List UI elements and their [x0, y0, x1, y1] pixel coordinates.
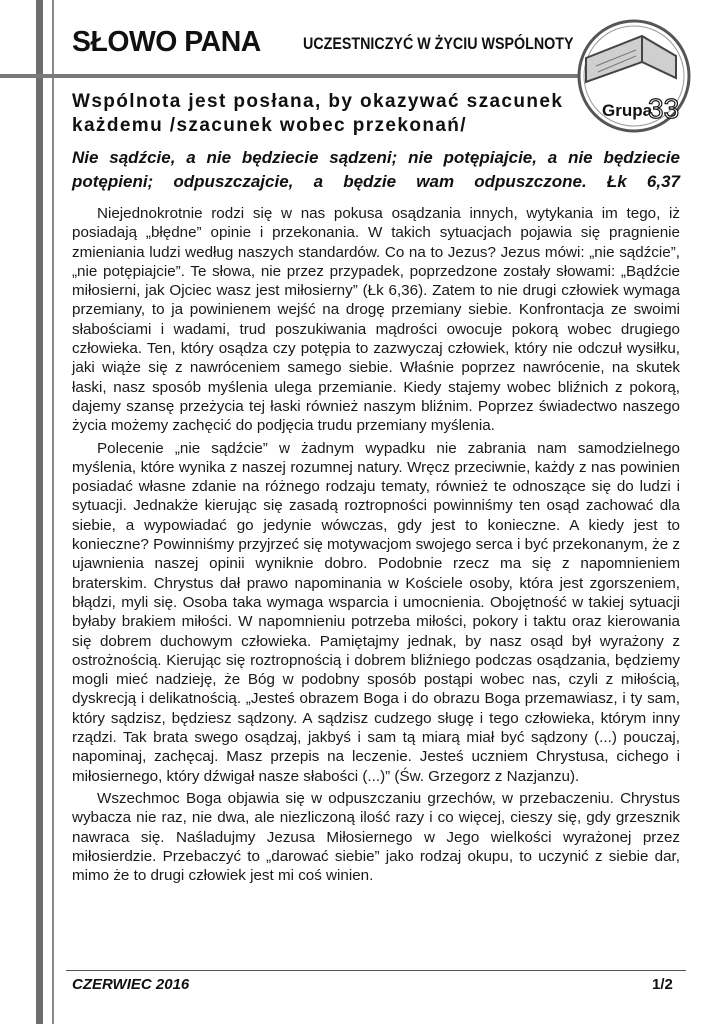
lead-line-2: każdemu /szacunek wobec przekonań/ [72, 115, 467, 136]
article-body [72, 204, 680, 888]
lead-line-1: Wspólnota jest posłana, by okazywać szacunek [72, 91, 564, 112]
body-paragraph: Polecenie „nie sądźcie” w żadnym wypadku nie zabrania nam samodzielnego myślenia, które wynika z naszej rozumnej natury. Wręcz przeciwnie, każdy z nas powinien posiadać własne zdanie na różnego rodzaju tematy, również te odnoszące się do ludzi i sytuacji. Jednakże kierując się zasadą roztropności powinniśmy ten osąd zachować dla siebie, a wypowiadać go jedynie wówczas, gdy jest to konieczne. A kiedy jest to konieczne? Powinniśmy przyjrzeć się motywacjom swojego serca i być przekonanym, że z ujawnienia naszej opinii wyniknie dobro. Podobnie rzecz ma się z napomnieniem braterskim. Chrystus dał prawo napominania w Kościele osoby, która jest zgorszeniem, błądzi, myli się. Osoba taka wymaga wsparcia i umocnienia. Obojętność w takiej sytuacji byłaby brakiem miłości. W napomnieniu potrzeba miłości, pokory i taktu oraz kierowania się dobrem duchowym człowieka. Pamiętajmy jednak, by nasz osąd był wyrażony z ostrożnością. Kierując się roztropnością i dobrem bliźniego podczas osądzania, będziemy mogli mieć nadzieję, że Bóg w podobny sposób postąpi wobec nas, czyli z miłością, dyskrecją i delikatnością. „Jesteś obrazem Boga i do obrazu Boga przemawiasz, i ty sam, który sądzisz, będziesz sądzony. A sądzisz cudzego sługę i tego człowieka, którym inny rządzi. Tak brata swego osądzaj, jakbyś i sam tą miarą miał być sądzony (...) pouczaj, napominaj, zachęcaj. Masz przepis na leczenie. Jesteś uczniem Chrystusa, cichego i miłosiernego, który dźwigał nasze słabości (...)” (Św. Grzegorz z Nazjanzu). [72, 439, 680, 785]
body-paragraph: Niejednokrotnie rodzi się w nas pokusa osądzania innych, wytykania im tego, iż posiadają „błędne” opinie i przekonania. W takich sytuacjach pojawia się pragnienie zmieniania ludzi według naszych standardów. Co na to Jezus? Jezus mówi: „nie sądźcie”, „nie potępiajcie”. Te słowa, nie przez przypadek, poprzedzone zostały słowami: „Bądźcie miłosierni, jak Ojciec wasz jest miłosierny” (Łk 6,36). Zatem to nie drugi człowiek wymaga przemiany, to ja powinienem wejść na drogę przemiany siebie. Konfrontacja ze swoimi słabościami i wadami, trud poszukiwania mądrości owocuje pokorą wobec drugiego człowieka. Ten, który osądza czy potępia to zazwyczaj człowiek, który nie odczuł wysiłku, jaki wiąże się z nawróceniem samego siebie. Właśnie poprzez nawrócenie, na skutek łaski, nasz sposób myślenia ulega przemianie. Kiedy stajemy wobec bliźnich z pokorą, dajemy szansę przeżycia tej łaski również naszym bliźnim. Poprzez świadectwo naszego życia możemy zachęcić do podjęcia trudu przemiany myślenia. [72, 205, 680, 435]
page-number: 1/2 [652, 976, 673, 993]
scripture-quote [72, 146, 680, 194]
left-thin-line [52, 0, 54, 1024]
page-subtitle: UCZESTNICZYĆ W ŻYCIU WSPÓLNOTY [303, 34, 574, 53]
footer-rule [66, 970, 686, 971]
left-thick-bar [36, 0, 43, 1024]
group-badge [576, 18, 692, 134]
scripture-quote-text: Nie sądźcie, a nie będziecie sądzeni; nie potępiajcie, a nie będziecie potępieni; odpuszczajcie, a będzie wam odpuszczone. [72, 148, 680, 191]
body-paragraph: Wszechmoc Boga objawia się w odpuszczaniu grzechów, w przebaczeniu. Chrystus wybacza nie raz, nie dwa, ale niezliczoną ilość razy i co więcej, cieszy się, gdy grzesznik nawraca się. Naśladujmy Jezusa Miłosiernego w Jego wielkości wyrażonej przez miłosierdzie. Przebaczyć to „darować siebie” jako rodzaj okupu, to uczynić z siebie dar, mimo że to drugi człowiek jest mi coś winien. [72, 789, 680, 885]
header-rule [0, 74, 640, 78]
scripture-reference: Łk 6,37 [606, 172, 680, 191]
footer-date: CZERWIEC 2016 [72, 976, 190, 993]
group-badge-number: 33 [648, 93, 680, 124]
group-badge-label: Grupa [602, 101, 653, 120]
page-title: SŁOWO PANA [72, 26, 261, 58]
lead-heading [72, 90, 592, 138]
